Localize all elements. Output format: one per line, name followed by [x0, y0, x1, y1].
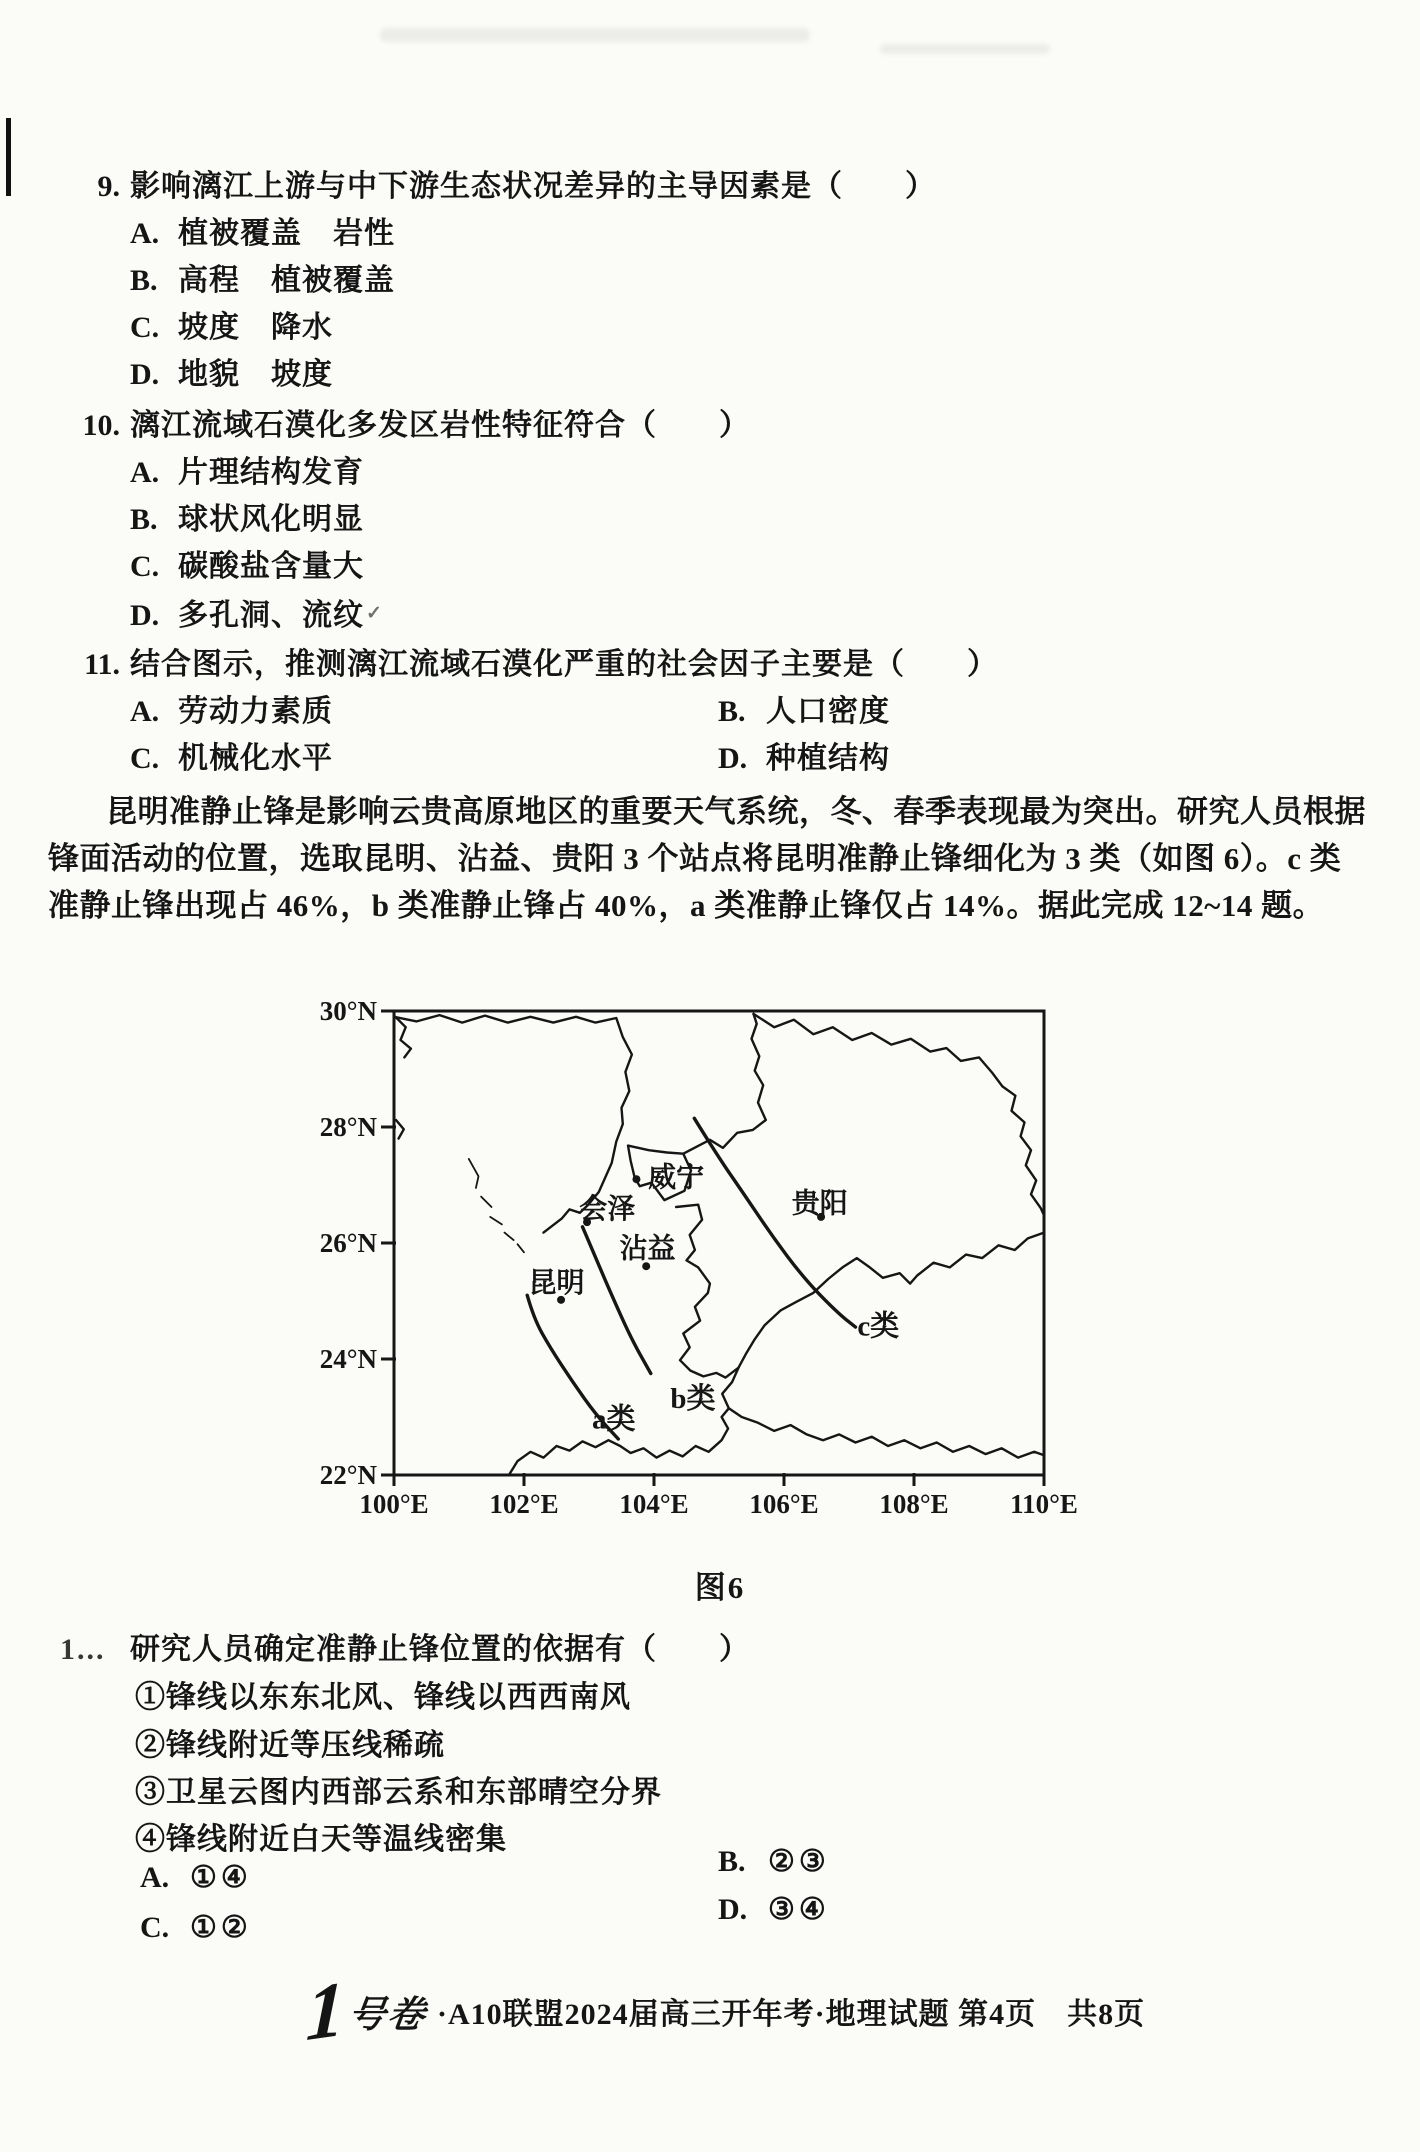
province-boundary-4 — [683, 1014, 766, 1154]
river-segment-3 — [490, 1217, 502, 1225]
option-text: 机械化水平 — [178, 742, 333, 775]
page-footer — [304, 1963, 1146, 2058]
city-label-昆明: 昆明 — [528, 1267, 585, 1299]
question-12-item-1: ①锋线以东东北风、锋线以西西南风 — [135, 1681, 631, 1714]
question-10-option-b — [0, 496, 1420, 543]
figure6-caption: 图6 — [694, 1570, 746, 1605]
option-label: A. — [130, 217, 160, 250]
lon-tick-label: 106°E — [749, 1489, 819, 1519]
option-label: C. — [130, 550, 160, 583]
lon-tick-label: 100°E — [359, 1489, 429, 1519]
option-label: C. — [140, 1911, 170, 1944]
option-text: 地貌 坡度 — [178, 358, 333, 391]
question-9-title: 影响漓江上游与中下游生态状况差异的主导因素是（ ） — [130, 170, 936, 203]
question-12-item-4: ④锋线附近白天等温线密集 — [135, 1823, 507, 1856]
footer-text: ·A10联盟2024届高三开年考·地理试题 第4页 共8页 — [437, 1998, 1146, 2031]
question-11-option-c — [130, 742, 333, 775]
lat-tick-label: 28°N — [319, 1112, 377, 1142]
option-label: D. — [130, 358, 160, 391]
question-11-option-b — [718, 688, 890, 735]
city-label-威宁: 威宁 — [648, 1162, 705, 1194]
option-label: D. — [718, 1893, 748, 1926]
lat-tick-label: 26°N — [319, 1228, 377, 1258]
question-12-number: 1... — [60, 1633, 106, 1666]
question-9-option-a — [0, 210, 1420, 257]
front-label-b类: b类 — [670, 1382, 716, 1415]
question-9-option-d — [0, 351, 1420, 398]
front-label-c类: c类 — [857, 1310, 900, 1343]
option-text: ①④ — [190, 1861, 252, 1894]
scan-smudge — [880, 44, 1050, 54]
option-label: B. — [718, 1845, 746, 1878]
figure6-map-container — [270, 980, 1130, 1520]
question-12-item-2: ②锋线附近等压线稀疏 — [135, 1729, 445, 1762]
option-label: D. — [130, 599, 160, 632]
city-label-会泽: 会泽 — [579, 1194, 636, 1226]
option-text: 球状风化明显 — [178, 503, 364, 536]
question-12-option-a — [140, 1855, 252, 1901]
questions-block — [0, 163, 1420, 929]
figure6-map — [270, 980, 1130, 1520]
option-label: A. — [130, 456, 160, 489]
exam-brand-logo-suffix: 号卷 — [345, 1995, 430, 2036]
province-boundary-9 — [396, 1120, 404, 1139]
river-segment-4 — [505, 1233, 514, 1241]
option-text: 人口密度 — [766, 695, 890, 728]
question-10-number: 10. — [82, 409, 120, 442]
option-text: 碳酸盐含量大 — [178, 550, 364, 583]
front-label-a类: a类 — [591, 1403, 636, 1436]
front-curve-c — [694, 1118, 855, 1327]
province-boundary-6 — [722, 1233, 1044, 1458]
question-9-option-c — [0, 304, 1420, 351]
scan-smudge — [380, 28, 810, 42]
map-frame — [394, 1011, 1044, 1475]
option-text: 植被覆盖 岩性 — [178, 217, 395, 250]
lon-tick-label: 104°E — [619, 1489, 689, 1519]
option-label: A. — [130, 695, 160, 728]
option-text: ①② — [190, 1911, 252, 1944]
option-label: B. — [130, 503, 158, 536]
option-text: 种植结构 — [766, 742, 890, 775]
river-segment-1 — [469, 1159, 479, 1188]
question-9-number: 9. — [97, 170, 120, 203]
question-11-number: 11. — [84, 648, 120, 681]
stray-check-mark: ✓ — [366, 603, 382, 624]
question-11 — [0, 641, 1420, 688]
question-12-option-d — [718, 1887, 830, 1933]
option-label: C. — [130, 742, 160, 775]
option-text: 片理结构发育 — [178, 456, 364, 489]
option-text: ③④ — [768, 1893, 830, 1926]
lon-tick-label: 102°E — [489, 1489, 559, 1519]
city-dot-威宁 — [632, 1175, 640, 1183]
passage-line-3: 准静止锋出现占 46%，b 类准静止锋占 40%，a 类准静止锋仅占 14%。据此完成 12~14 题。 — [48, 888, 1325, 923]
province-boundary-5 — [754, 1014, 1045, 1215]
question-9-option-b — [0, 257, 1420, 304]
question-10 — [0, 402, 1420, 449]
lat-tick-label: 22°N — [319, 1460, 377, 1490]
question-9 — [0, 163, 1420, 210]
option-label: A. — [140, 1861, 170, 1894]
question-10-title: 漓江流域石漠化多发区岩性特征符合（ ） — [130, 409, 750, 442]
option-text: 坡度 降水 — [178, 311, 333, 344]
question-11-option-a — [130, 695, 333, 728]
lat-tick-label: 24°N — [319, 1344, 377, 1374]
question-11-options-row-1 — [0, 688, 1420, 735]
city-label-贵阳: 贵阳 — [791, 1188, 848, 1220]
question-12-option-b — [718, 1839, 830, 1885]
option-label: B. — [130, 264, 158, 297]
province-boundary-1 — [395, 1017, 411, 1058]
river-segment-2 — [481, 1197, 491, 1207]
question-10-option-c — [0, 543, 1420, 590]
question-11-title: 结合图示，推测漓江流域石漠化严重的社会因子主要是（ ） — [130, 648, 998, 681]
question-10-option-d — [0, 590, 1420, 637]
lat-tick-label: 30°N — [319, 996, 377, 1026]
option-text: 多孔洞、流纹 — [178, 599, 364, 632]
lon-tick-label: 108°E — [879, 1489, 949, 1519]
question-12-option-c — [140, 1905, 252, 1951]
question-12 — [60, 1627, 750, 1673]
question-11-option-d — [718, 735, 890, 782]
option-label: D. — [718, 742, 748, 775]
option-text: 劳动力素质 — [178, 695, 333, 728]
lon-tick-label: 110°E — [1010, 1489, 1078, 1519]
question-12-item-3: ③卫星云图内西部云系和东部晴空分界 — [135, 1776, 662, 1809]
exam-brand-logo: 1 — [304, 1963, 347, 2058]
option-label: C. — [130, 311, 160, 344]
question-10-option-a — [0, 449, 1420, 496]
passage-line-1: 昆明准静止锋是影响云贵高原地区的重要天气系统，冬、春季表现最为突出。研究人员根据 — [106, 794, 1366, 829]
question-12-title: 研究人员确定准静止锋位置的依据有（ ） — [130, 1633, 750, 1666]
city-label-沾益: 沾益 — [619, 1233, 676, 1265]
question-11-options-row-2 — [0, 735, 1420, 782]
province-boundary-7 — [676, 1205, 738, 1378]
option-text: 高程 植被覆盖 — [178, 264, 395, 297]
passage-line-2: 锋面活动的位置，选取昆明、沾益、贵阳 3 个站点将昆明准静止锋细化为 3 类（如图 6）。c 类 — [48, 841, 1342, 876]
river-segment-5 — [518, 1244, 525, 1252]
option-text: ②③ — [768, 1845, 830, 1878]
option-label: B. — [718, 695, 746, 728]
